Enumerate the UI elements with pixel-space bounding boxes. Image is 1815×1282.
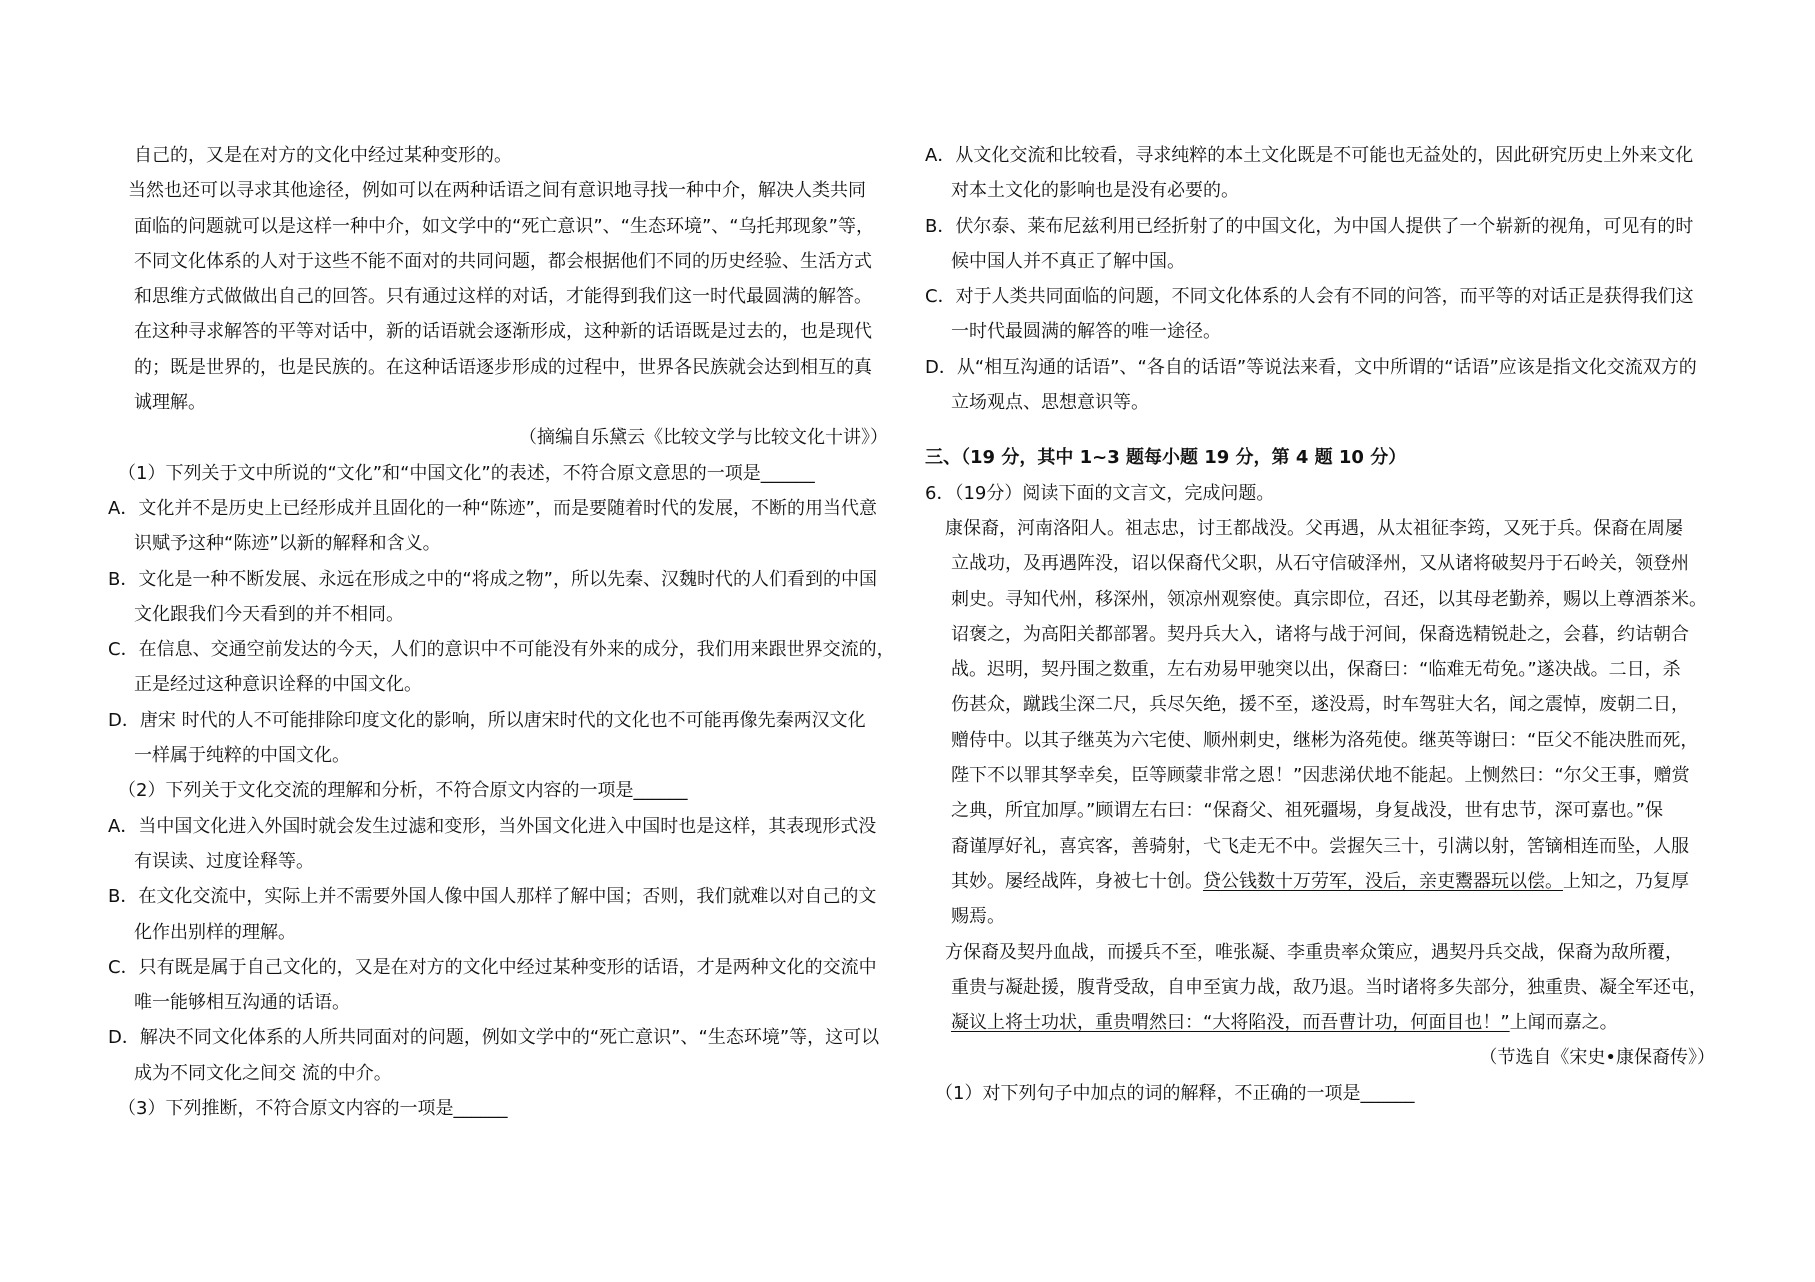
right-text-line [925,138,1725,173]
line-text: 的；既是世界的，也是民族的。在这种话语逐步形成的过程中，世界各民族就会达到相互的真 [134,356,872,378]
line-text: A．当中国文化进入外国时就会发生过滤和变形，当外国文化进入中国时也是这样，其表现形式没 [108,815,877,837]
left-text-line [108,632,898,667]
line-text: 立战功，及再遇阵没，诏以保裔代父职，从石守信破泽州，又从诸将破契丹于石岭关，领登州 [951,553,1689,575]
line-text: B．文化是一种不断发展、永远在形成之中的“将成之物”，所以先秦、汉魏时代的人们看到的中国 [108,568,877,590]
right-text-line [925,582,1725,617]
line-text: 赐焉。 [951,906,1005,928]
line-text: 自己的，又是在对方的文化中经过某种变形的。 [134,145,512,166]
left-text-line [108,809,898,844]
line-text: D．解决不同文化体系的人所共同面对的问题，例如文学中的“死亡意识”、“生态环境”等，这可以 [108,1027,880,1049]
underlined-sentence: 凝议上将士功状，重贵喟然曰：“大将陷没，而吾曹计功，何面目也！” [951,1012,1510,1034]
line-text: 立场观点、思想意识等。 [951,392,1149,414]
line-text: 正是经过这种意识诠释的中国文化。 [134,674,422,696]
line-text: 文化跟我们今天看到的并不相同。 [134,603,404,625]
line-text: 成为不同文化之间交 流的中介。 [134,1062,392,1084]
left-text-line [108,879,898,914]
line-text: 在这种寻求解答的平等对话中，新的话语就会逐渐形成，这种新的话语既是过去的，也是现代 [134,321,872,343]
right-text-line [925,209,1725,244]
line-text: 识赋予这种“陈迹”以新的解释和含义。 [134,533,441,555]
line-text: 赠侍中。以其子继英为六宅使、顺州刺史，继彬为洛苑使。继英等谢曰：“臣父不能决胜而死， [951,729,1699,751]
left-text-line [108,1020,898,1055]
line-text: 三、（19 分，其中 1~3 题每小题 19 分，第 4 题 10 分） [925,447,1407,469]
right-text-line [925,935,1725,970]
right-text-line [925,758,1725,793]
right-text-line [925,723,1725,758]
line-text: 方保裔及契丹血战，而援兵不至，唯张凝、李重贵率众策应，遇契丹兵交战，保裔为敌所覆， [945,941,1683,963]
right-text-line [925,970,1725,1005]
left-text-line [108,244,898,279]
right-text-line [925,793,1725,828]
line-text: 对本土文化的影响也是没有必要的。 [951,180,1239,202]
line-text: 候中国人并不真正了解中国。 [951,250,1185,272]
line-text: （1）对下列句子中加点的词的解释，不正确的一项是______ [935,1082,1415,1104]
line-text: （3）下列推断，不符合原文内容的一项是______ [118,1098,508,1120]
line-text: C．在信息、交通空前发达的今天，人们的意识中不可能没有外来的成分，我们用来跟世界交流的， [108,639,895,661]
right-text-line [925,173,1725,208]
line-text: 面临的问题就可以是这样一种中介，如文学中的“死亡意识”、“生态环境”、“乌托邦现象”等， [134,215,874,237]
left-text-line [108,138,898,173]
left-text-line [108,209,898,244]
right-text-line [925,617,1725,652]
line-text: 一时代最圆满的解答的唯一途径。 [951,321,1221,343]
line-text: B．在文化交流中，实际上并不需要外国人像中国人那样了解中国；否则，我们就难以对自己的文 [108,886,877,908]
left-text-line [108,915,898,950]
left-text-line [108,703,898,738]
line-text: （2）下列关于文化交流的理解和分析，不符合原文内容的一项是______ [118,780,688,802]
left-text-line [108,385,898,420]
line-text: A．从文化交流和比较看，寻求纯粹的本土文化既是不可能也无益处的，因此研究历史上外来文化 [925,145,1694,166]
right-text-line [925,1040,1725,1075]
line-text: 伤甚众，蹴践尘深二尺，兵尽矢绝，援不至，遂没焉，时车驾驻大名，闻之震悼，废朝二日， [951,694,1689,716]
line-text: 唯一能够相互沟通的话语。 [134,992,350,1014]
left-text-line [108,173,898,208]
line-text: 康保裔，河南洛阳人。祖志忠，讨王都战没。父再遇，从太祖征李筠，又死于兵。保裔在周屡 [945,517,1683,539]
line-text: 诚理解。 [134,392,206,414]
underlined-sentence: 贷公钱数十万劳军，没后，亲吏鬻器玩以偿。 [1203,870,1563,892]
right-text-line [925,511,1725,546]
line-text: B．伏尔泰、莱布尼兹利用已经折射了的中国文化，为中国人提供了一个崭新的视角，可见有的时 [925,215,1694,237]
right-text-line [925,350,1725,385]
left-text-line [108,1056,898,1091]
right-column [925,138,1725,1111]
right-text-line [925,899,1725,934]
right-text-line [925,244,1725,279]
right-text-line [925,440,1725,475]
left-text-line [108,279,898,314]
line-text: 和思维方式做做出自己的回答。只有通过这样的对话，才能得到我们这一时代最圆满的解答。 [134,286,872,308]
left-text-line [108,491,898,526]
right-text-line [925,546,1725,581]
line-text: （节选自《宋史•康保裔传》） [1479,1047,1715,1069]
line-text: 诏褒之，为高阳关都部署。契丹兵大入，诸将与战于河间，保裔选精锐赴之，会暮，约诘朝合 [951,623,1689,645]
left-text-line [108,526,898,561]
line-text: C．只有既是属于自己文化的，又是在对方的文化中经过某种变形的话语，才是两种文化的交流中 [108,956,877,978]
line-text: 当然也还可以寻求其他途径，例如可以在两种话语之间有意识地寻找一种中介，解决人类共同 [128,180,866,202]
right-text-line [925,420,1725,440]
line-text-tail: 上知之，乃复厚 [1563,870,1689,892]
line-text: 刺史。寻知代州，移深州，领凉州观察使。真宗即位，召还，以其母老勤养，赐以上尊酒茶米。 [951,588,1707,610]
line-text: 一样属于纯粹的中国文化。 [134,745,350,767]
left-text-line [108,1091,898,1126]
right-text-line [925,314,1725,349]
line-text: 裔谨厚好礼，喜宾客，善骑射，弋飞走无不中。尝握矢三十，引满以射，筈镝相连而坠，人服 [951,835,1689,857]
line-text: （摘编自乐黛云《比较文学与比较文化十讲》） [519,427,888,449]
left-text-line [108,667,898,702]
left-text-line [108,985,898,1020]
line-text: A．文化并不是历史上已经形成并且固化的一种“陈迹”，而是要随着时代的发展，不断的用当代意 [108,497,877,519]
line-text: D．唐宋 时代的人不可能排除印度文化的影响，所以唐宋时代的文化也不可能再像先秦两汉文化 [108,709,866,731]
line-text: 不同文化体系的人对于这些不能不面对的共同问题，都会根据他们不同的历史经验、生活方式 [134,250,872,272]
left-column [108,138,898,1126]
line-text: 战。迟明，契丹围之数重，左右劝易甲驰突以出，保裔曰：“临难无苟免。”遂决战。二日，杀 [951,659,1681,681]
left-text-line [108,597,898,632]
left-text-line [108,350,898,385]
right-text-line [925,279,1725,314]
left-text-line [108,950,898,985]
left-text-line [108,844,898,879]
line-text: 其妙。屡经战阵，身被七十创。 [951,870,1203,892]
line-text: 有误读、过度诠释等。 [134,850,314,872]
line-text: D．从“相互沟通的话语”、“各自的话语”等说法来看，文中所谓的“话语”应该是指文化交流双方的 [925,356,1697,378]
right-text-line [925,864,1725,899]
line-text: 重贵与凝赴援，腹背受敌，自申至寅力战，敌乃退。当时诸将多失部分，独重贵、凝全军还屯， [951,976,1707,998]
right-text-line [925,1005,1725,1040]
right-text-line [925,476,1725,511]
left-text-line [108,773,898,808]
line-text-tail: 上闻而嘉之。 [1509,1012,1618,1034]
right-text-line [925,687,1725,722]
right-text-line [925,1076,1725,1111]
line-text: 陛下不以罪其孥幸矣，臣等顾蒙非常之恩！”因悲涕伏地不能起。上恻然曰：“尔父王事，赠赏 [951,765,1690,787]
right-text-line [925,829,1725,864]
left-text-line [108,456,898,491]
line-text: 之典，所宜加厚。”顾谓左右曰：“保裔父、祖死疆埸，身复战没，世有忠节，深可嘉也。”保 [951,800,1663,822]
left-text-line [108,420,898,455]
right-text-line [925,385,1725,420]
line-text: 化作出别样的理解。 [134,921,296,943]
right-text-line [925,652,1725,687]
line-text: （1）下列关于文中所说的“文化”和“中国文化”的表述，不符合原文意思的一项是______ [118,462,815,484]
left-text-line [108,314,898,349]
line-text: C．对于人类共同面临的问题，不同文化体系的人会有不同的问答，而平等的对话正是获得我们这 [925,286,1694,308]
left-text-line [108,738,898,773]
line-text: 6．（19分）阅读下面的文言文，完成问题。 [925,482,1275,504]
left-text-line [108,562,898,597]
